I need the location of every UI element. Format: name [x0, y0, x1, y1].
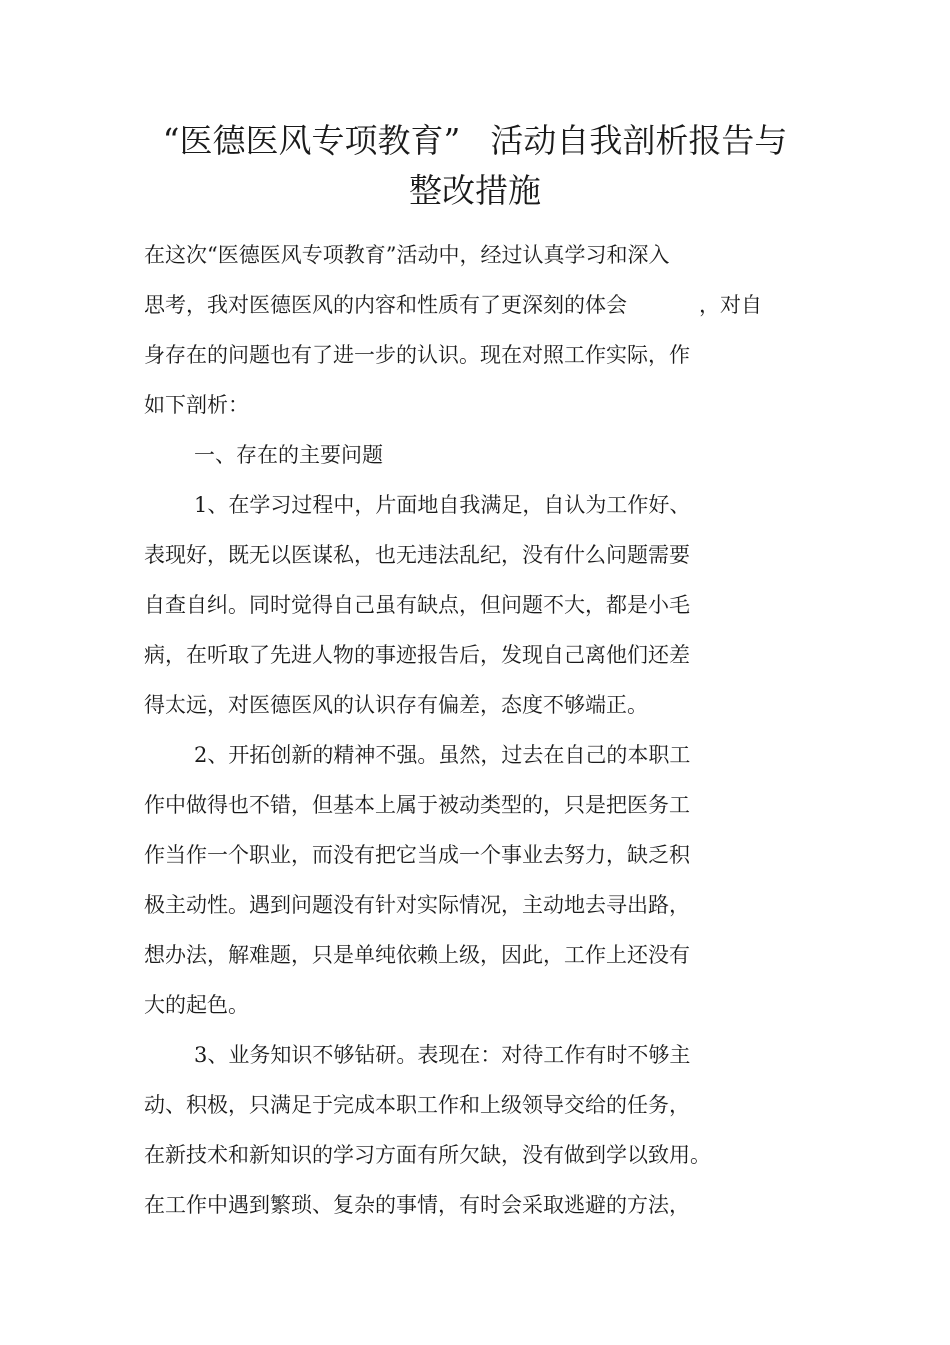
- item2-line-5: 想办法，解难题，只是单纯依赖上级，因此，工作上还没有: [144, 943, 690, 967]
- item2-line-6: 大的起色。: [144, 993, 249, 1017]
- document-title-line-2: 整改措施: [409, 171, 541, 210]
- document-title-line-1: [0, 121, 950, 161]
- item1-line-1: 1、在学习过程中，片面地自我满足，自认为工作好、: [194, 493, 691, 517]
- intro-line-2-text: 思考，我对医德医风的内容和性质有了更深刻的体会: [144, 293, 627, 317]
- item3-line-1: 3、业务知识不够钻研。表现在：对待工作有时不够主: [194, 1043, 691, 1067]
- item3-line-2: 动、积极，只满足于完成本职工作和上级领导交给的任务，: [144, 1093, 690, 1117]
- intro-line-1: 在这次“医德医风专项教育”活动中，经过认真学习和深入: [144, 243, 670, 267]
- title-rest-part: 活动自我剖析报告与: [490, 121, 788, 160]
- intro-line-2-tail: ，对自: [699, 293, 762, 317]
- item1-line-5: 得太远，对医德医风的认识存有偏差，态度不够端正。: [144, 693, 648, 717]
- item1-line-3: 自查自纠。同时觉得自己虽有缺点，但问题不大，都是小毛: [144, 593, 690, 617]
- intro-line-3: 身存在的问题也有了进一步的认识。现在对照工作实际，作: [144, 343, 690, 367]
- intro-line-4: 如下剖析：: [144, 393, 249, 417]
- item2-line-1: 2、开拓创新的精神不强。虽然，过去在自己的本职工: [194, 743, 691, 767]
- item2-line-4: 极主动性。遇到问题没有针对实际情况，主动地去寻出路，: [144, 893, 690, 917]
- item1-line-2: 表现好，既无以医谋私，也无违法乱纪，没有什么问题需要: [144, 543, 690, 567]
- title-quoted-part: “医德医风专项教育”: [162, 121, 461, 160]
- item3-line-3: 在新技术和新知识的学习方面有所欠缺，没有做到学以致用。: [144, 1143, 711, 1167]
- item3-line-4: 在工作中遇到繁琐、复杂的事情，有时会采取逃避的方法，: [144, 1193, 690, 1217]
- section-heading-problems: 一、存在的主要问题: [194, 443, 383, 467]
- item1-line-4: 病，在听取了先进人物的事迹报告后，发现自己离他们还差: [144, 643, 690, 667]
- item2-line-2: 作中做得也不错，但基本上属于被动类型的，只是把医务工: [144, 793, 690, 817]
- intro-line-2: [144, 290, 762, 320]
- item2-line-3: 作当作一个职业，而没有把它当成一个事业去努力，缺乏积: [144, 843, 690, 867]
